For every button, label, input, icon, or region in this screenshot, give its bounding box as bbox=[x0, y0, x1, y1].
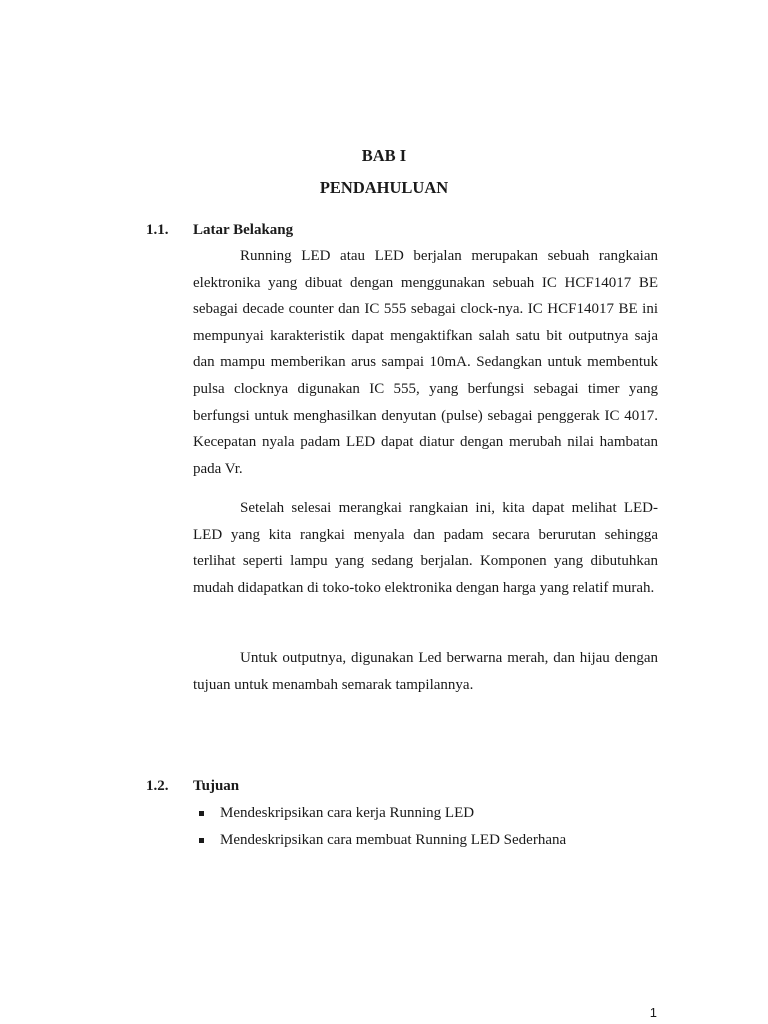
section-number: 1.1. bbox=[146, 222, 169, 238]
chapter-label: BAB I bbox=[361, 146, 407, 165]
paragraph: Untuk outputnya, digunakan Led berwarna merah, dan hijau dengan tujuan untuk menambah semarak tampilannya. bbox=[193, 650, 658, 693]
paragraph: Running LED atau LED berjalan merupakan sebuah rangkaian elektronika yang dibuat dengan menggunakan sebuah IC HCF14017 BE sebagai decade counter dan IC 555 sebagai clock-nya. IC HCF14017 BE ini mempunyai karakteristik dapat mengaktifkan salah satu bit outputnya saja dan mampu memberikan arus sampai 10mA. Sedangkan untuk membentuk pulsa clocknya digunakan IC 555, yang berfungsi sebagai timer yang berfungsi untuk menghasilkan denyutan (pulse) sebagai penggerak IC 4017. Kecepatan nyala padam LED dapat diatur dengan merubah nilai hambatan pada Vr. bbox=[193, 248, 658, 477]
paragraph: Setelah selesai merangkai rangkaian ini, kita dapat melihat LED-LED yang kita rangkai menyala dan padam secara berurutan sehingga terlihat seperti lampu yang sedang berjalan. Komponen yang dibutuhkan mudah didapatkan di toko-toko elektronika dengan harga yang relatif murah. bbox=[193, 500, 658, 596]
chapter-title: PENDAHULUAN bbox=[319, 178, 449, 197]
list-item-text: Mendeskripsikan cara kerja Running LED bbox=[220, 805, 475, 821]
square-bullet-icon bbox=[199, 838, 204, 843]
square-bullet-icon bbox=[199, 811, 204, 816]
section-number: 1.2. bbox=[146, 778, 169, 794]
section-title-tujuan: Tujuan bbox=[193, 778, 240, 794]
list-item-text: Mendeskripsikan cara membuat Running LED Sederhana bbox=[220, 832, 567, 848]
list-item bbox=[199, 827, 566, 854]
section-title-latar-belakang: Latar Belakang bbox=[193, 222, 294, 238]
list-item bbox=[199, 800, 566, 827]
page-number: 1 bbox=[649, 1005, 657, 1020]
objectives-list bbox=[199, 800, 566, 854]
